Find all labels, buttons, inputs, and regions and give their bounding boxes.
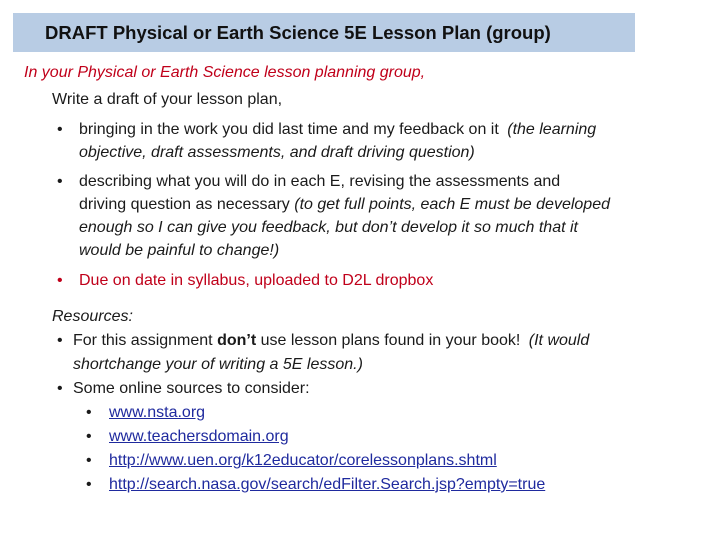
resources-item-2: Some online sources to consider: (73, 380, 310, 397)
resources-heading: Resources: (52, 308, 133, 325)
bullet-marker: • (57, 121, 63, 138)
link-nsta[interactable]: www.nsta.org (109, 404, 206, 421)
bullet-marker: • (86, 404, 92, 421)
bullet-marker: • (57, 380, 63, 397)
page-title: DRAFT Physical or Earth Science 5E Lesson Plan (group) (45, 21, 551, 43)
bullet-2-line-4: would be painful to change!) (79, 242, 280, 259)
bullet-marker: • (86, 476, 92, 493)
bullet-1-line-2: objective, draft assessments, and draft driving question) (79, 144, 475, 161)
resources-item-1-line-1: For this assignment don’t use lesson plans found in your book! (It would (73, 332, 590, 349)
intro-text: In your Physical or Earth Science lesson planning group, (24, 64, 426, 81)
write-line: Write a draft of your lesson plan, (52, 91, 283, 108)
bullet-2-line-3: enough so I can give you feedback, but don’t develop it so much that it (79, 219, 578, 236)
bullet-3-text: Due on date in syllabus, uploaded to D2L dropbox (79, 272, 434, 289)
bullet-marker: • (86, 428, 92, 445)
bullet-1-line-1: bringing in the work you did last time and my feedback on it (the learning (79, 121, 597, 138)
link-teachersdomain[interactable]: www.teachersdomain.org (109, 428, 289, 445)
bullet-marker: • (57, 272, 63, 289)
link-uen[interactable]: http://www.uen.org/k12educator/corelessonplans.shtml (109, 452, 497, 469)
bullet-marker: • (86, 452, 92, 469)
bullet-marker: • (57, 332, 63, 349)
link-nasa-search[interactable]: http://search.nasa.gov/search/edFilter.Search.jsp?empty=true (109, 476, 546, 493)
bullet-marker: • (57, 173, 63, 190)
bullet-2-line-1: describing what you will do in each E, revising the assessments and (79, 173, 561, 190)
resources-item-1-line-2: shortchange your of writing a 5E lesson.) (73, 356, 363, 373)
bullet-2-line-2: driving question as necessary (to get full points, each E must be developed (79, 196, 610, 213)
